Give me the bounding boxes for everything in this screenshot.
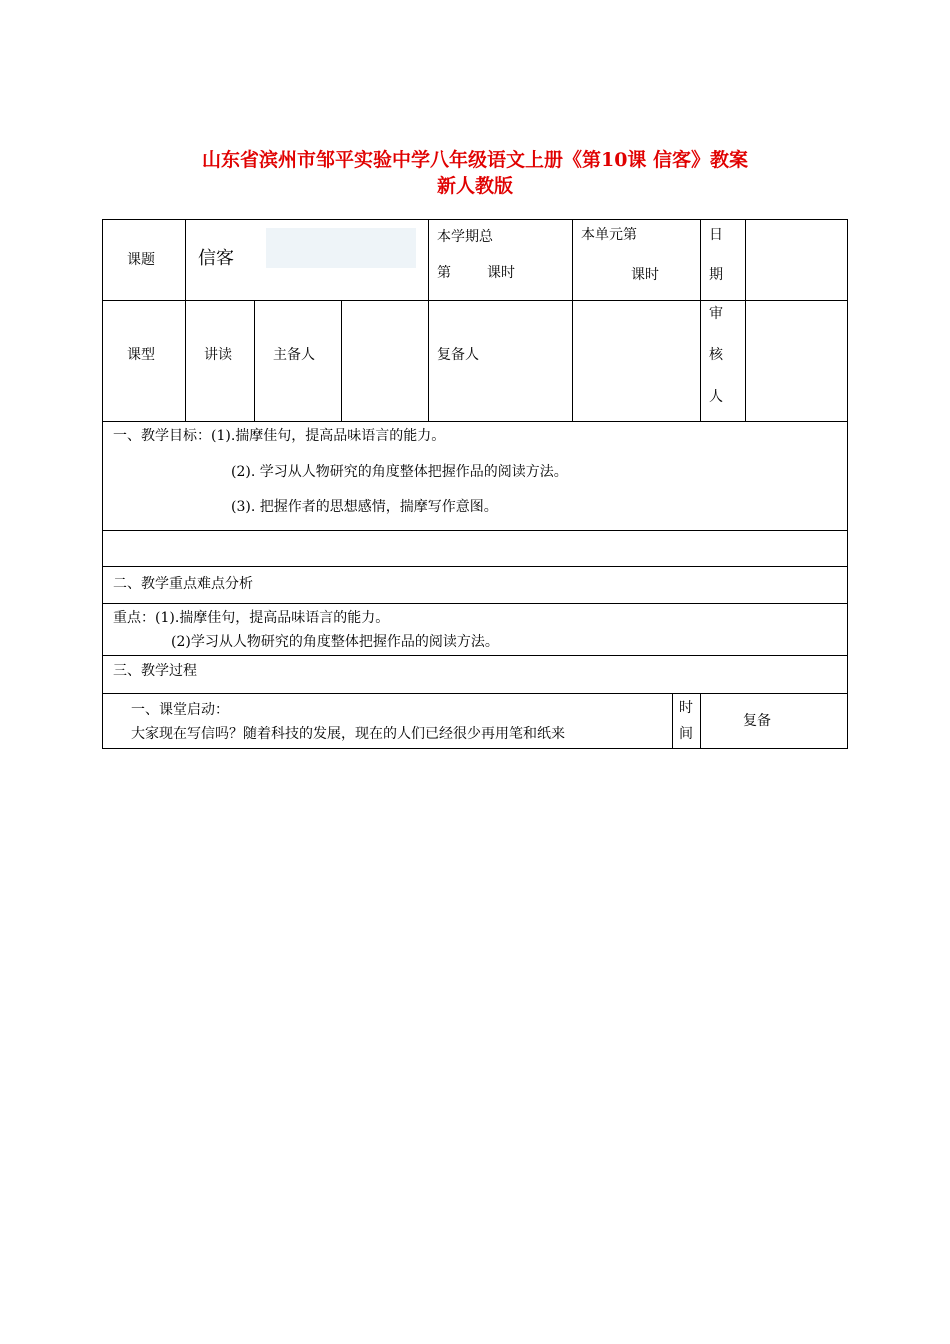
objective-line-2: (2). 学习从人物研究的角度整体把握作品的阅读方法。 (231, 464, 568, 480)
key-point-line-2: (2)学习从人物研究的角度整体把握作品的阅读方法。 (171, 634, 499, 650)
type-label: 课型 (127, 347, 155, 363)
faint-background-mark (266, 228, 416, 268)
fubei-cell (700, 693, 848, 749)
topic-value-cell (185, 219, 429, 301)
key-points-cell (102, 603, 848, 656)
process-intro-text: 大家现在写信吗？随着科技的发展，现在的人们已经很少再用笔和纸来 (131, 726, 565, 742)
type-value: 讲读 (204, 347, 232, 363)
process-intro-title: 一、课堂启动： (131, 702, 229, 718)
review-value-cell (745, 300, 848, 422)
type-value-cell (185, 300, 255, 422)
term-lesson-di: 第 (437, 265, 451, 281)
review-label-1: 审 (709, 306, 723, 322)
key-points-heading-cell (102, 566, 848, 604)
co-preparer-label-cell (428, 300, 573, 422)
process-intro-cell (102, 693, 673, 749)
unit-lesson-cell (572, 219, 701, 301)
document-title-line1: 山东省滨州市邹平实验中学八年级语文上册《第10课 信客》教案 (201, 149, 749, 171)
main-preparer-value-cell (341, 300, 429, 422)
time-label-1: 时 (679, 700, 693, 716)
empty-row (102, 530, 848, 567)
unit-first-label: 本单元第 (581, 227, 637, 243)
process-heading: 三、教学过程 (113, 663, 197, 679)
review-label-2: 核 (709, 347, 723, 363)
review-label-cell (700, 300, 746, 422)
objectives-cell (102, 421, 848, 531)
topic-label-cell (102, 219, 186, 301)
main-preparer-label: 主备人 (273, 347, 315, 363)
co-preparer-label: 复备人 (437, 347, 479, 363)
term-total-label: 本学期总 (437, 229, 493, 245)
topic-label: 课题 (127, 252, 155, 268)
date-label-cell (700, 219, 746, 301)
document-title-line2: 新人教版 (436, 175, 513, 197)
lesson-plan-table (102, 219, 848, 749)
key-point-line-1: 重点：(1).揣摩佳句，提高品味语言的能力。 (113, 610, 390, 626)
key-points-heading: 二、教学重点难点分析 (113, 576, 253, 592)
main-preparer-label-cell (254, 300, 342, 422)
date-label-2: 期 (709, 267, 723, 283)
term-total-cell (428, 219, 573, 301)
objective-line-1: 一、教学目标：(1).揣摩佳句，提高品味语言的能力。 (113, 428, 446, 444)
term-lesson-keshi: 课时 (487, 265, 515, 281)
type-label-cell (102, 300, 186, 422)
time-label-cell (672, 693, 701, 749)
co-preparer-value-cell (572, 300, 701, 422)
process-heading-cell (102, 655, 848, 694)
date-value-cell (745, 219, 848, 301)
objective-line-3: (3). 把握作者的思想感情，揣摩写作意图。 (231, 499, 498, 515)
fubei-label: 复备 (743, 713, 771, 729)
topic-value: 信客 (198, 248, 234, 269)
date-label-1: 日 (709, 227, 723, 243)
time-label-2: 间 (679, 726, 693, 742)
review-label-3: 人 (709, 389, 723, 405)
unit-keshi-label: 课时 (631, 267, 659, 283)
